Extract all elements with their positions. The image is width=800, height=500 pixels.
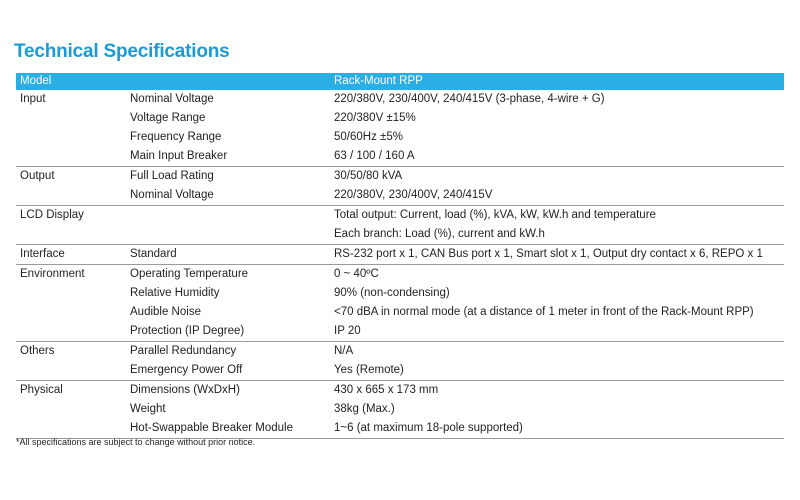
table-row (16, 400, 784, 419)
table-row (16, 109, 784, 128)
table-row (16, 342, 784, 362)
spec-table (16, 73, 784, 439)
row-parameter: Operating Temperature (130, 268, 249, 280)
table-row (16, 303, 784, 322)
row-value: RS-232 port x 1, CAN Bus port x 1, Smart slot x 1, Output dry contact x 6, REPO x 1 (334, 245, 784, 265)
row-parameter: Nominal Voltage (130, 93, 214, 105)
row-value: 220/380V, 230/400V, 240/415V (334, 186, 784, 206)
row-value: Yes (Remote) (334, 361, 784, 381)
table-row (16, 284, 784, 303)
row-value: 50/60Hz ±5% (334, 131, 403, 143)
row-parameter: Relative Humidity (130, 287, 220, 299)
table-row (16, 167, 784, 187)
row-parameter: Weight (130, 403, 166, 415)
row-value: 63 / 100 / 160 A (334, 147, 784, 167)
row-category (16, 322, 130, 342)
row-category (16, 186, 130, 206)
row-value: 430 x 665 x 173 mm (334, 384, 439, 396)
row-parameter: Standard (130, 245, 334, 265)
header-value: Rack-Mount RPP (334, 73, 784, 90)
table-row (16, 128, 784, 147)
row-value: N/A (334, 345, 354, 357)
table-row (16, 206, 784, 226)
row-parameter: Hot-Swappable Breaker Module (130, 419, 334, 439)
row-parameter: Frequency Range (130, 131, 222, 143)
row-value: Total output: Current, load (%), kVA, kW, kW.h and temperature (334, 209, 656, 221)
row-value: Each branch: Load (%), current and kW.h (334, 225, 784, 245)
row-category: Output (20, 170, 55, 182)
row-parameter (130, 206, 334, 226)
row-category (16, 128, 130, 147)
row-category (16, 109, 130, 128)
table-row (16, 381, 784, 401)
table-header-row (16, 73, 784, 90)
row-parameter: Nominal Voltage (130, 186, 334, 206)
row-value: 220/380V, 230/400V, 240/415V (3-phase, 4-wire + G) (334, 93, 605, 105)
table-row (16, 147, 784, 167)
row-parameter: Full Load Rating (130, 170, 214, 182)
row-category (16, 361, 130, 381)
row-category: Input (20, 93, 46, 105)
header-spacer (130, 73, 334, 90)
row-parameter: Protection (IP Degree) (130, 322, 334, 342)
row-category: LCD Display (20, 209, 84, 221)
row-parameter: Parallel Redundancy (130, 345, 237, 357)
page-title: Technical Specifications (14, 41, 230, 62)
header-label: Model (16, 73, 130, 90)
table-row (16, 225, 784, 245)
row-value: 90% (non-condensing) (334, 287, 450, 299)
table-row (16, 419, 784, 439)
row-value: 30/50/80 kVA (334, 170, 403, 182)
row-parameter: Voltage Range (130, 112, 206, 124)
table-row (16, 186, 784, 206)
row-parameter: Emergency Power Off (130, 361, 334, 381)
row-value: 0 ~ 40ºC (334, 268, 379, 280)
table-row (16, 90, 784, 109)
row-category: Physical (20, 384, 63, 396)
row-category (16, 400, 130, 419)
footnote: *All specifications are subject to change without prior notice. (16, 437, 256, 447)
row-category (16, 225, 130, 245)
row-parameter: Main Input Breaker (130, 147, 334, 167)
row-parameter (130, 225, 334, 245)
row-parameter: Dimensions (WxDxH) (130, 384, 240, 396)
row-category: Environment (20, 268, 85, 280)
row-category (16, 303, 130, 322)
row-value: IP 20 (334, 322, 784, 342)
row-category (16, 284, 130, 303)
row-parameter: Audible Noise (130, 306, 201, 318)
row-category (16, 419, 130, 439)
table-row (16, 245, 784, 265)
row-category: Others (20, 345, 55, 357)
table-row (16, 322, 784, 342)
row-value: <70 dBA in normal mode (at a distance of 1 meter in front of the Rack-Mount RPP) (334, 306, 754, 318)
table-row (16, 265, 784, 285)
row-category (16, 147, 130, 167)
row-category: Interface (16, 245, 130, 265)
row-value: 220/380V ±15% (334, 112, 416, 124)
row-value: 1~6 (at maximum 18-pole supported) (334, 419, 784, 439)
row-value: 38kg (Max.) (334, 403, 395, 415)
table-row (16, 361, 784, 381)
